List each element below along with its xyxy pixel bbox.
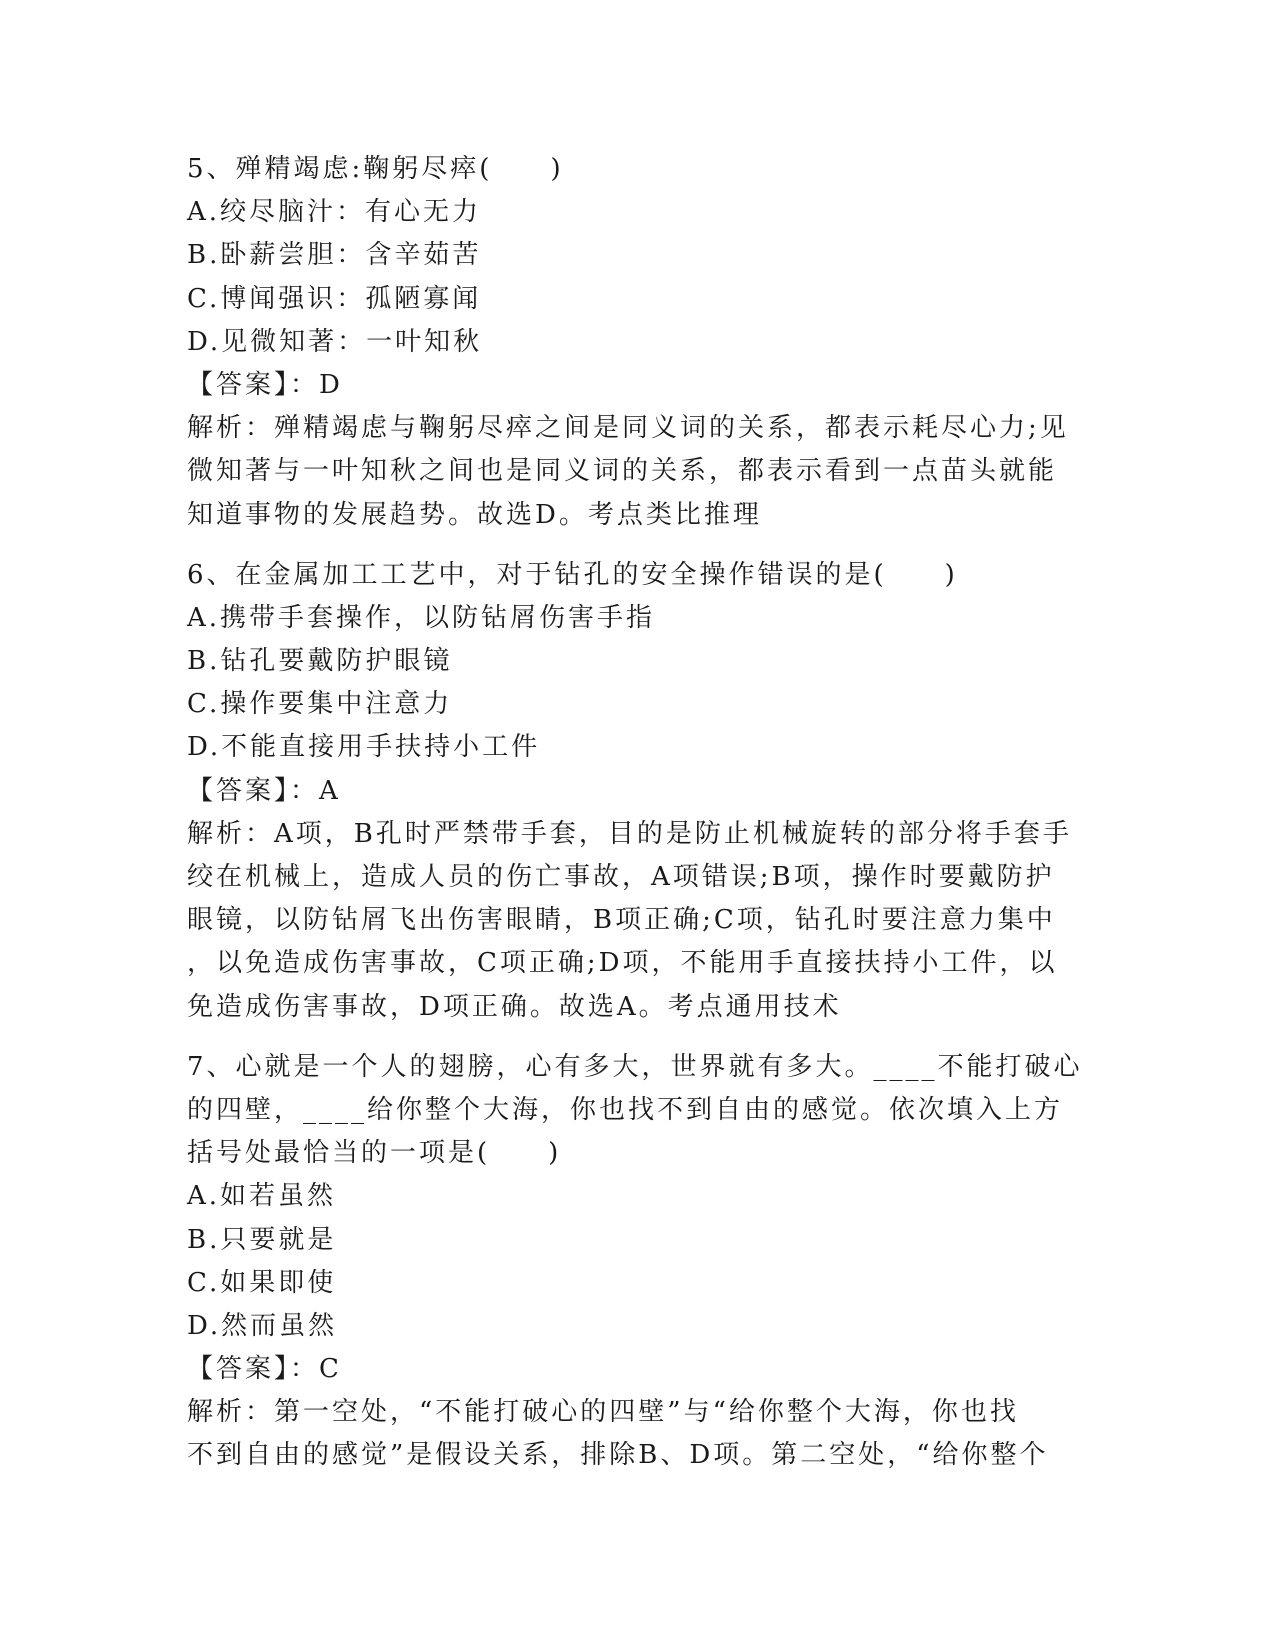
question-stem: 5、殚精竭虑:鞠躬尽瘁( ) [187, 154, 564, 184]
explanation-line: 眼镜，以防钻屑飞出伤害眼睛，B项正确;C项，钻孔时要注意力集中 [187, 905, 1056, 936]
option-d: D.然而虽然 [187, 1310, 338, 1341]
explanation-line: 解析：第一空处，“不能打破心的四壁”与“给你整个大海，你也找 [187, 1397, 1019, 1428]
question-stem: 的四壁，____给你整个大海，你也找不到自由的感觉。依次填入上方 [187, 1094, 1064, 1125]
option-a: A.绞尽脑汁：有心无力 [187, 197, 482, 228]
question-5 [187, 148, 1087, 537]
option-c: C.博闻强识：孤陋寡闻 [187, 283, 482, 314]
option-d: D.见微知著：一叶知秋 [187, 326, 483, 357]
explanation-line: 知道事物的发展趋势。故选D。考点类比推理 [187, 499, 762, 530]
explanation-line: 解析：殚精竭虑与鞠躬尽瘁之间是同义词的关系，都表示耗尽心力;见 [187, 413, 1069, 444]
explanation-line: 绞在机械上，造成人员的伤亡事故，A项错误;B项，操作时要戴防护 [187, 862, 1055, 892]
explanation-line: 解析：A项，B孔时严禁带手套，目的是防止机械旋转的部分将手套手 [187, 818, 1072, 849]
document-page [187, 148, 1087, 1478]
answer: 【答案】：A [187, 775, 341, 806]
spacer [187, 1029, 1087, 1046]
option-a: A.如若虽然 [187, 1181, 337, 1212]
explanation-line: 不到自由的感觉”是假设关系，排除B、D项。第二空处，“给你整个 [187, 1440, 1049, 1471]
option-d: D.不能直接用手扶持小工件 [187, 732, 541, 763]
option-a: A.携带手套操作，以防钻屑伤害手指 [187, 602, 656, 633]
explanation-line: 免造成伤害事故，D项正确。故选A。考点通用技术 [187, 991, 842, 1022]
question-stem: 括号处最恰当的一项是( ) [187, 1138, 562, 1169]
option-c: C.如果即使 [187, 1267, 337, 1298]
spacer [187, 537, 1087, 554]
answer: 【答案】：D [187, 369, 343, 400]
question-6 [187, 554, 1087, 1029]
answer: 【答案】：C [187, 1354, 342, 1385]
option-b: B.卧薪尝胆：含辛茹苦 [187, 240, 482, 271]
option-b: B.钻孔要戴防护眼镜 [187, 646, 453, 677]
question-7 [187, 1046, 1087, 1478]
question-stem: 6、在金属加工工艺中，对于钻孔的安全操作错误的是( ) [187, 559, 958, 590]
option-b: B.只要就是 [187, 1224, 337, 1255]
explanation-line: ，以免造成伤害事故，C项正确;D项，不能用手直接扶持小工件，以 [187, 948, 1058, 979]
question-stem: 7、心就是一个人的翅膀，心有多大，世界就有多大。____不能打破心 [187, 1051, 1083, 1082]
option-c: C.操作要集中注意力 [187, 689, 453, 720]
explanation-line: 微知著与一叶知秋之间也是同义词的关系，都表示看到一点苗头就能 [187, 456, 1058, 487]
